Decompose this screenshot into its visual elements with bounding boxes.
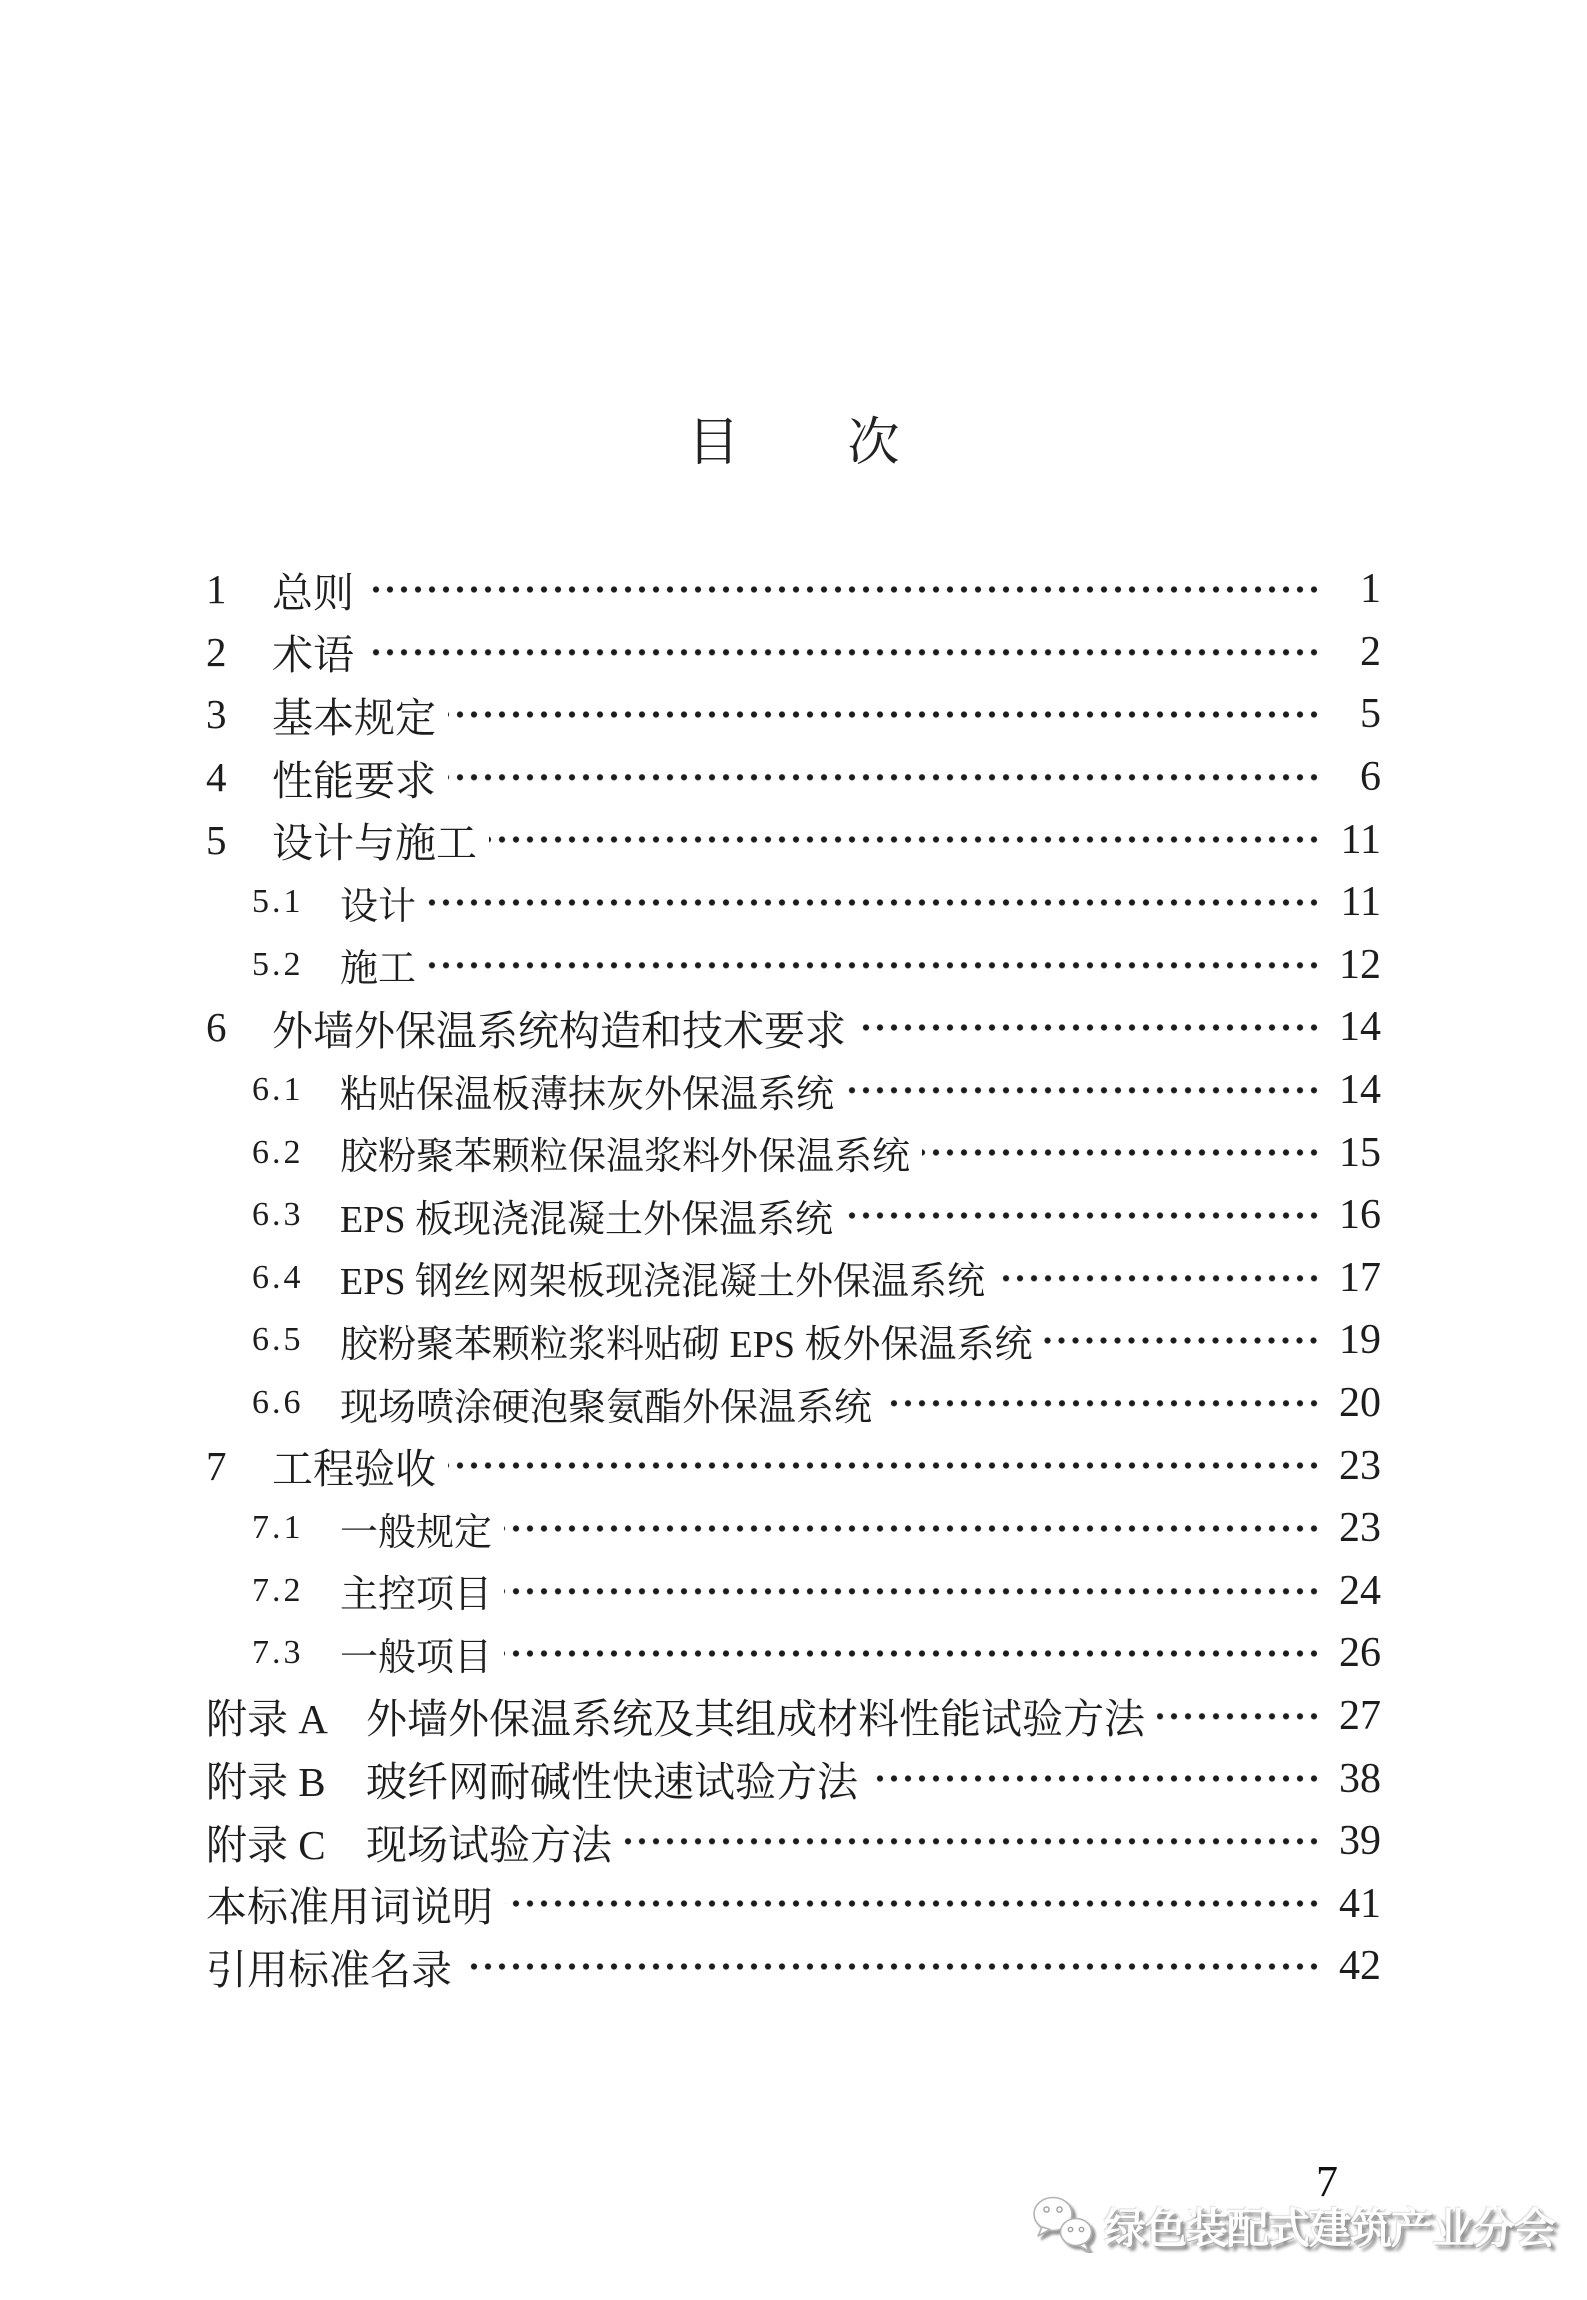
toc-entry-page: 1 [1360,566,1381,613]
dot-leader [624,1810,1321,1873]
toc-entry [206,746,1381,809]
toc-entry [206,558,1381,621]
dot-leader [489,808,1321,871]
dot-leader [1044,1309,1321,1372]
toc-entry-label: 一般项目 [340,1636,493,1679]
toc-entry [206,1121,1381,1184]
toc-entry-label: 设计 [340,885,417,928]
dot-leader [845,1184,1321,1247]
dot-leader [366,621,1321,684]
toc-entry-number: 7.3 [252,1634,304,1672]
toc-entry-page: 23 [1339,1442,1381,1489]
toc-entry [206,1309,1381,1372]
dot-leader [448,746,1321,809]
page-title [0,400,1587,475]
dot-leader [428,934,1321,997]
toc-entry-page: 20 [1339,1380,1381,1427]
toc-entry-number: 2 [206,628,227,675]
toc-entry-page: 12 [1339,941,1381,988]
dot-leader [846,1059,1321,1122]
toc-entry-number: 6.5 [252,1321,304,1359]
toc-entry-label: 一般规定 [340,1511,493,1554]
toc-entry-page: 23 [1339,1505,1381,1552]
toc-entry-label: 现场试验方法 [366,1821,612,1868]
toc-entry-page: 14 [1339,1067,1381,1114]
toc-entry-number: 7.2 [252,1571,304,1609]
toc-entry-page: 39 [1339,1818,1381,1865]
toc-entry-number: 6.3 [252,1196,304,1234]
toc-entry [206,1685,1381,1748]
toc-entry-number: 1 [206,566,227,613]
toc-entry-label: 外墙外保温系统构造和技术要求 [272,1007,846,1054]
toc-entry-label: 本标准用词说明 [206,1884,493,1931]
toc-entry [206,1184,1381,1247]
toc-entry-page: 11 [1340,879,1381,926]
toc-entry-label: 胶粉聚苯颗粒保温浆料外保温系统 [340,1136,911,1179]
toc-entry-label: 玻纤网耐碱性快速试验方法 [366,1759,858,1806]
toc-entry-number: 4 [206,754,227,801]
toc-entry-page: 19 [1339,1317,1381,1364]
toc-entry [206,683,1381,746]
dot-leader [448,1434,1321,1497]
dot-leader [504,1497,1321,1560]
toc-entry-page: 27 [1339,1692,1381,1739]
dot-leader [997,1247,1321,1310]
toc-entry-label: 现场喷涂硬泡聚氨酯外保温系统 [340,1386,873,1429]
dot-leader [858,996,1321,1059]
page-title-char: 目 [687,415,740,472]
toc-entry-page: 11 [1340,816,1381,863]
toc-entry-number: 6.2 [252,1133,304,1171]
toc-entry-label: EPS 钢丝网架板现浇混凝土外保温系统 [340,1261,985,1304]
toc-entry-page: 6 [1360,754,1381,801]
dot-leader [505,1872,1321,1935]
toc-entry-page: 38 [1339,1755,1381,1802]
toc-entry [206,808,1381,871]
toc-entry [206,1935,1381,1998]
toc-entry [206,1497,1381,1560]
toc-entry-label: 总则 [272,569,354,616]
toc-entry-number: 7.1 [252,1509,304,1547]
toc-entry-number: 附录 A [206,1696,328,1743]
toc-entry-number: 6.1 [252,1071,304,1109]
toc-entry-page: 26 [1339,1630,1381,1677]
toc-entry [206,1622,1381,1685]
toc-entry [206,1372,1381,1435]
toc-entry [206,1810,1381,1873]
toc-entry-number: 3 [206,691,227,738]
toc-entry-label: 性能要求 [272,757,436,804]
toc-entry-label: 基本规定 [272,694,436,741]
dot-leader [504,1560,1321,1623]
toc-entry-number: 5.2 [252,945,304,983]
toc-entry-number: 6.6 [252,1384,304,1422]
page-title-char: 次 [847,415,900,472]
toc-entry-page: 16 [1339,1192,1381,1239]
dot-leader [366,558,1321,621]
toc-entry [206,996,1381,1059]
toc-entry-page: 5 [1360,691,1381,738]
toc-entry-number: 5.1 [252,883,304,921]
toc-entry-label: 引用标准名录 [206,1946,452,1993]
watermark-text: 绿色装配式建筑产业分会 [1104,2205,1556,2252]
toc-entry [206,871,1381,934]
dot-leader [922,1121,1321,1184]
toc-entry-label: EPS 板现浇混凝土外保温系统 [340,1198,833,1241]
dot-leader [1157,1685,1321,1748]
dot-leader [428,871,1321,934]
toc-entry-label: 施工 [340,948,417,991]
toc-entry-number: 6 [206,1004,227,1051]
dot-leader [464,1935,1321,1998]
toc-entry-page: 24 [1339,1567,1381,1614]
toc-entry [206,1747,1381,1810]
toc-entry-label: 设计与施工 [272,820,477,867]
toc-entry [206,1059,1381,1122]
toc-entry-number: 附录 B [206,1759,326,1806]
toc-entry-page: 14 [1339,1004,1381,1051]
table-of-contents [206,558,1381,1998]
toc-entry-page: 2 [1360,628,1381,675]
toc-entry [206,1872,1381,1935]
toc-entry-page: 41 [1339,1880,1381,1927]
dot-leader [870,1747,1321,1810]
dot-leader [884,1372,1321,1435]
toc-entry-label: 胶粉聚苯颗粒浆料贴砌 EPS 板外保温系统 [340,1323,1033,1366]
toc-entry-page: 42 [1339,1943,1381,1990]
footer-page-number: 7 [1316,2157,1338,2206]
dot-leader [504,1622,1321,1685]
toc-entry-label: 主控项目 [340,1574,493,1617]
toc-entry-number: 6.4 [252,1258,304,1296]
toc-entry [206,1560,1381,1623]
toc-entry-label: 粘贴保温板薄抹灰外保温系统 [340,1073,835,1116]
toc-entry-page: 15 [1339,1129,1381,1176]
toc-entry [206,621,1381,684]
toc-entry-label: 工程验收 [272,1446,436,1493]
wechat-icon [1030,2195,1098,2258]
toc-entry-label: 外墙外保温系统及其组成材料性能试验方法 [366,1696,1145,1743]
toc-entry [206,1247,1381,1310]
toc-entry-number: 7 [206,1442,227,1489]
watermark [1030,2196,1555,2256]
dot-leader [448,683,1321,746]
toc-entry [206,1434,1381,1497]
toc-entry-number: 附录 C [206,1821,326,1868]
toc-entry-label: 术语 [272,632,354,679]
toc-entry-page: 17 [1339,1254,1381,1301]
toc-entry-number: 5 [206,816,227,863]
toc-entry [206,934,1381,997]
